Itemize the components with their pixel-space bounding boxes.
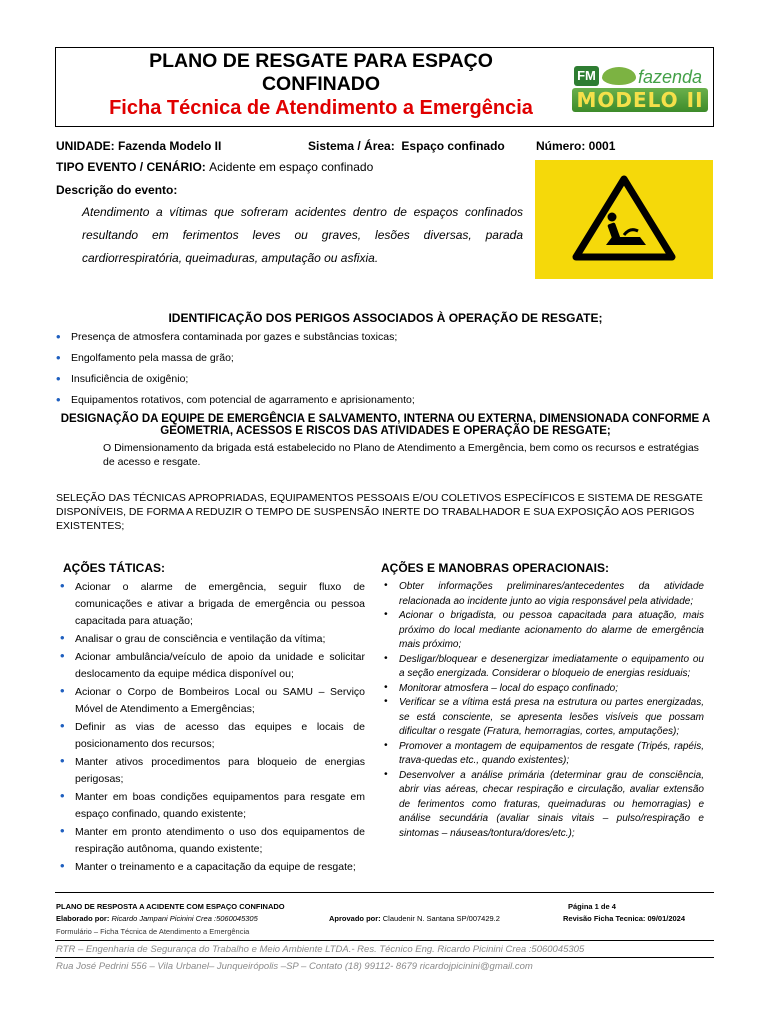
list-item: • Desligar/bloquear e desenergizar imediatamente o equipamento ou a seção energizada. Considerar o bloqueio de energias residuais;	[380, 653, 704, 682]
descricao-label: Descrição do evento:	[56, 183, 178, 197]
footer-elaborado: Elaborado por: Ricardo Jampani Picinini Crea :5060045305	[56, 914, 258, 923]
numero-label: Número: 0001	[536, 139, 616, 153]
tactics-list	[56, 579, 365, 877]
logo-field-icon	[602, 67, 636, 85]
tipo-evento: TIPO EVENTO / CENÁRIO: Acidente em espaço confinado	[56, 160, 374, 174]
list-item: • Acionar ambulância/veículo de apoio da unidade e solicitar deslocamento da equipe médica disponível ou;	[56, 649, 365, 683]
document-subtitle: Ficha Técnica de Atendimento a Emergência	[109, 97, 533, 119]
confined-space-warning-sign	[535, 160, 713, 279]
hazards-list	[52, 330, 712, 414]
logo-fm-badge: FM	[574, 66, 599, 86]
header-box	[55, 47, 714, 127]
operations-title: AÇÕES E MANOBRAS OPERACIONAIS:	[381, 561, 610, 575]
logo-fazenda-text: fazenda	[638, 67, 703, 87]
footer-aprovado: Aprovado por: Claudenir N. Santana SP/007429.2	[329, 914, 500, 923]
descricao-text: Atendimento a vítimas que sofreram acidentes dentro de espaços confinados resultando em ferimentos leves ou graves, lesões diversas, parada cardiorrespiratória, queimaduras, amputação ou asfixia.	[82, 205, 523, 265]
selection-text: SELEÇÃO DAS TÉCNICAS APROPRIADAS, EQUIPAMENTOS PESSOAIS E/OU COLETIVOS ESPECÍFICOS E SISTEMA DE RESGATE DISPONÍVEIS, DE FORMA A REDUZIR O TEMPO DE SUSPENSÃO INERTE DO TRABALHADOR E SUA EXPOSIÇÃO AOS PERIGOS EXISTENTES;	[56, 492, 703, 532]
logo-modelo-text: MODELO II	[572, 88, 708, 112]
list-item: • Presença de atmosfera contaminada por gazes e substâncias toxicas;	[52, 330, 712, 351]
list-item: • Manter em pronto atendimento o uso dos equipamentos de respiração autônoma, quando existente;	[56, 824, 365, 858]
footer-divider	[55, 940, 714, 941]
list-item: • Insuficiência de oxigênio;	[52, 372, 712, 393]
document-title: PLANO DE RESGATE PARA ESPAÇO CONFINADO	[149, 50, 493, 95]
footer-doc-title: PLANO DE RESPOSTA A ACIDENTE COM ESPAÇO CONFINADO	[56, 902, 285, 911]
list-item: • Obter informações preliminares/antecedentes da atividade relacionada ao incidente junto ao vigia responsável pela atividade;	[380, 580, 704, 609]
list-item: • Acionar o brigadista, ou pessoa capacitada para atuação, mais próximo do local mediante acionamento do alarme de emergência mais próximo;	[380, 609, 704, 653]
list-item: • Acionar o alarme de emergência, seguir fluxo de comunicações e ativar a brigada de emergência ou pessoa capacitada para atuação;	[56, 579, 365, 630]
list-item: • Promover a montagem de equipamentos de resgate (Tripés, rapéis, trava-quedas etc., quando existentes);	[380, 740, 704, 769]
list-item: • Manter ativos procedimentos para bloqueio de energias perigosas;	[56, 754, 365, 788]
unidade-label: UNIDADE: Fazenda Modelo II	[56, 139, 222, 153]
list-item: • Analisar o grau de consciência e ventilação da vítima;	[56, 631, 365, 648]
footer-address: Rua José Pedrini 556 – Vila Urbanel– Junqueirópolis –SP – Contato (18) 99112- 8679 ricardojpicinini@gmail.com	[56, 961, 533, 972]
list-item: • Monitorar atmosfera – local do espaço confinado;	[380, 682, 704, 697]
list-item: • Desenvolver a análise primária (determinar grau de consciência, abrir vias aéreas, checar respiração e circulação, avaliar extensão de ferimentos como fraturas, queimaduras ou hemorragias) e análise secundária (avaliar sinais vitais – pulso/respiração e sintomas – náuseas/tontura/dores/etc.);	[380, 769, 704, 842]
operations-list	[380, 580, 704, 841]
footer-divider	[55, 892, 714, 893]
list-item: • Verificar se a vítima está presa na estrutura ou partes energizadas, se está consciente, se apresenta lesões visíveis que possam dificultar o resgate (Fratura, hemorragias, cortes, amputações);	[380, 696, 704, 740]
list-item: • Manter o treinamento e a capacitação da equipe de resgate;	[56, 859, 365, 876]
list-item: • Acionar o Corpo de Bombeiros Local ou SAMU – Serviço Móvel de Atendimento a Emergências;	[56, 684, 365, 718]
hazards-title: IDENTIFICAÇÃO DOS PERIGOS ASSOCIADOS À OPERAÇÃO DE RESGATE;	[168, 311, 603, 325]
list-item: • Manter em boas condições equipamentos para resgate em espaço confinado, quando existente;	[56, 789, 365, 823]
list-item: • Definir as vias de acesso das equipes e locais de posicionamento dos recursos;	[56, 719, 365, 753]
team-title: DESIGNAÇÃO DA EQUIPE DE EMERGÊNCIA E SALVAMENTO, INTERNA OU EXTERNA, DIMENSIONADA CONFORME A GEOMETRIA, ACESSOS E RISCOS DAS ATIVIDADES E OPERAÇÃO DE RESGATE;	[60, 413, 711, 437]
footer-divider	[55, 957, 714, 958]
footer-revisao: Revisão Ficha Tecnica: 09/01/2024	[563, 914, 686, 923]
tactics-title: AÇÕES TÁTICAS:	[63, 561, 165, 575]
footer-formulario: Formulário – Ficha Técnica de Atendimento a Emergência	[56, 927, 250, 936]
fazenda-modelo-logo	[572, 64, 708, 114]
team-text: O Dimensionamento da brigada está estabelecido no Plano de Atendimento a Emergência, bem como os recursos e estratégias de acesso e resgate.	[103, 442, 699, 468]
sistema-area: Sistema / Área: Espaço confinado	[308, 139, 505, 153]
list-item: • Equipamentos rotativos, com potencial de agarramento e aprisionamento;	[52, 393, 712, 414]
warning-triangle-icon	[572, 175, 676, 261]
footer-page-number: Página 1 de 4	[568, 902, 616, 911]
list-item: • Engolfamento pela massa de grão;	[52, 351, 712, 372]
footer-company: RTR – Engenharia de Segurança do Trabalho e Meio Ambiente LTDA.- Res. Técnico Eng. Ricardo Picinini Crea :5060045305	[56, 944, 585, 955]
